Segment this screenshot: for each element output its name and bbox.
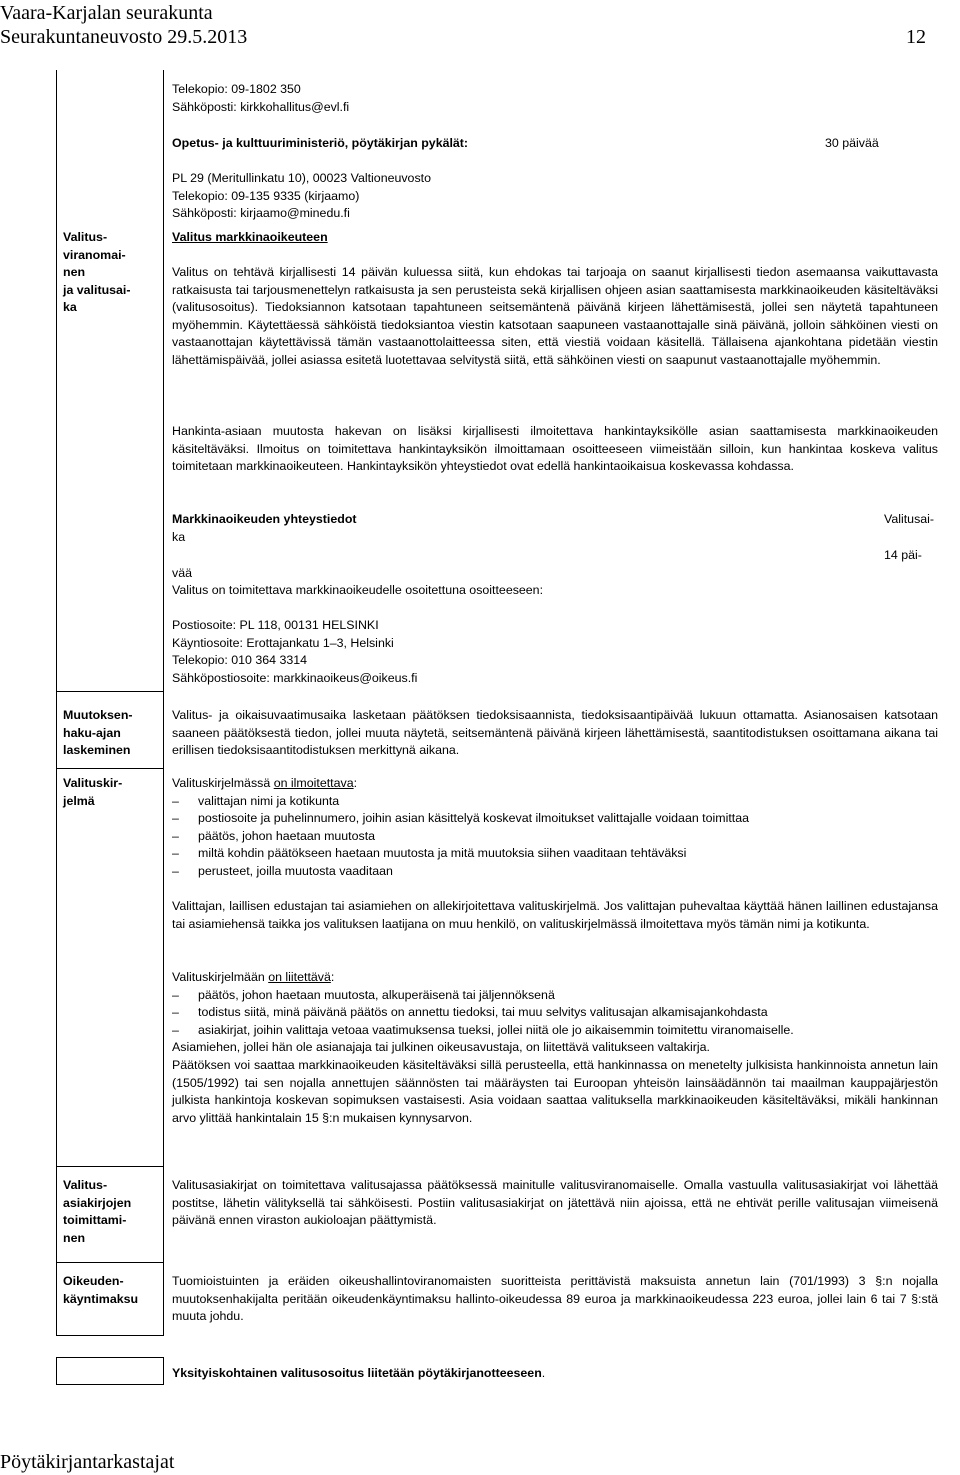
contact-fax: Telekopio: 09-1802 350 xyxy=(172,82,301,96)
page-number: 12 xyxy=(906,26,926,48)
footer-title: Pöytäkirjantarkastajat xyxy=(0,1451,175,1473)
footnote-box-bottom xyxy=(56,1384,164,1385)
ministry-address: PL 29 (Meritullinkatu 10), 00023 Valtioneuvosto xyxy=(172,171,431,185)
court-side-label: Valitusai- xyxy=(884,512,935,526)
row-divider xyxy=(56,1262,164,1263)
signing-paragraph: Valittajan, laillisen edustajan tai asiamiehen on allekirjoitettava valituskirjelmä. Jos valittajan puhevaltaa käyttää hänen laillinen edustajansa tai asiamiehensä taikka jos valituksen laatijana on muu henkilö, on valituskirjelmässä ilmoitettava myös tämän nimi ja kotikunta. xyxy=(172,899,938,931)
contact-email: Sähköposti: kirkkohallitus@evl.fi xyxy=(172,99,350,114)
court-fax: Telekopio: 010 364 3314 xyxy=(172,653,308,668)
delivery-text: Valitusasiakirjat on toimitettava valitusajassa päätöksessä mainitulle valitusviranomaiselle. Omalla vastuulla valitusasiakirjat voi lähettää postitse, lähetin välityksellä tai sähköisesti. Postiin valitusasiakirjat on jätettävä niin ajoissa, että ne ehtivät perille valitusajan viimeisenä päivänä ennen viraston aukioloajan päättymistä. xyxy=(172,1178,938,1228)
list-item: – postiosoite ja puhelinnumero, joihin asian käsittelyä koskevat ilmoitukset valittajalle voidaan toimittaa xyxy=(172,810,938,828)
kirkkohallitus-contact xyxy=(172,81,938,116)
attach-intro: Valituskirjelmään on liitettävä: xyxy=(172,970,335,984)
list-item: – asiakirjat, joihin valittaja vetoaa vaatimuksensa tueksi, jollei niitä ole jo aikaisemmin toimitettu viranomaiselle. xyxy=(172,1022,938,1040)
section-label-authority: Valitus- viranomai- nen ja valitusai- ka xyxy=(63,230,131,315)
court-fee-text: Tuomioistuinten ja eräiden oikeushallintoviranomaisten suoritteista perittävistä maksuista annetun lain (701/1993) 3 §:n nojalla muutoksenhakijalta peritään oikeudenkäyntimaksu hallinto-oikeudessa 89 euroa ja markkinaoikeudessa 223 euroa, jollei lain 6 tai 7 §:stä muuta johdu. xyxy=(172,1274,938,1324)
appeal-time-paragraph: Valitus on tehtävä kirjallisesti 14 päivän kuluessa siitä, kun ehdokas tai tarjoaja on saanut kirjallisesti tiedon asemaansa vaikuttavasta ratkaisusta tai tarjousmenettelyn ratkaisusta ja sen perusteista sekä kirjallisen ohjeen asian saattamisesta markkinaoikeuden käsiteltäväksi (valitusosoitus). Tiedoksiannon katsotaan tapahtuneen seitsemäntenä päivänä kirjeen lähettämisestä, jollei sen näytetä tapahtuneen myöhemmin. Käytettäessä sähköistä tiedoksiantoa viestin katsotaan saapuneen vastaanottajalle sinä päivänä, jolloin sähköinen viesti on vastaanottajan käytettävissä tämän vastaanottolaitteessa siten, että viestiä voidaan käsitellä. Tällaisena ajankohtana pidetään viestin lähettämispäivää, jollei asiassa esitetä luotettavaa selvitystä siitä, että sähköinen viesti on saapunut vastaanottajalle myöhemmin. xyxy=(172,265,938,367)
court-contact xyxy=(172,617,938,687)
court-email: Sähköpostiosoite: markkinaoikeus@oikeus.fi xyxy=(172,670,418,685)
must-state-intro: Valituskirjelmässä on ilmoitettava: xyxy=(172,776,358,790)
attachments-block xyxy=(172,969,938,1127)
table-left-border xyxy=(56,70,57,1336)
list-item: – todistus siitä, minä päivänä päätös on annettu tiedoksi, tai muu selvitys valitusajan alkamisajankohdasta xyxy=(172,1004,938,1022)
time-calc-text: Valitus- ja oikaisuvaatimusaika lasketaan päätöksen tiedoksisaannista, tiedoksisaantipäivää lukuun ottamatta. Asianosaisen katsotaan saaneen päätöksestä tiedon, jollei muuta näytetä, seitsemäntenä päivänä kirjeen lähettämisestä, saantitodistuksen osoittamana aikana tai erillisen tiedoksisaantitodistuksen merkittynä aikana. xyxy=(172,708,938,758)
proxy-paragraph: Asiamiehen, jollei hän ole asianajaja tai julkinen oikeusavustaja, on liitettävä valitukseen valtakirja. xyxy=(172,1040,710,1055)
court-visiting: Käyntiosoite: Erottajankatu 1–3, Helsinki xyxy=(172,635,394,650)
list-item: – valittajan nimi ja kotikunta xyxy=(172,793,938,811)
court-referral-paragraph: Päätöksen voi saattaa markkinaoikeuden käsiteltäväksi sillä perusteella, että hankinnassa on menetelty julkisista hankinnoista annetun lain (1505/1992) tai sen nojalla annettujen säännösten tai määräysten tai Euroopan yhteisön lainsäädännön tai maailman kauppajärjestön julkista hankintoja koskevan sopimuksen vastaisesti. Asia voidaan saattaa valituksella markkinaoikeuden käsiteltäväksi, mikäli hankinnan arvo ylittää hankintalain 15 §:n mukaisen kynnysarvon. xyxy=(172,1057,938,1125)
court-heading-cont: ka xyxy=(172,530,186,544)
row-divider xyxy=(56,768,164,769)
ministry-heading: Opetus- ja kulttuuriministeriö, pöytäkirjan pykälät: xyxy=(172,136,469,150)
court-contact-heading: Markkinaoikeuden yhteystiedot xyxy=(172,512,357,526)
section-label-time-calc: Muutoksen- haku-ajan laskeminen xyxy=(63,708,133,758)
list-item: – päätös, johon haetaan muutosta, alkuperäisenä tai jäljennöksenä xyxy=(172,987,938,1005)
column-divider xyxy=(163,70,164,1336)
table-bottom-border xyxy=(56,1335,164,1336)
section-label-delivery: Valitus- asiakirjojen toimittami- nen xyxy=(63,1178,132,1245)
ministry-contact xyxy=(172,170,938,223)
footnote: Yksityiskohtainen valitusosoitus liitetään pöytäkirjanotteeseen. xyxy=(172,1366,546,1380)
court-instruction: Valitus on toimitettava markkinaoikeudelle osoitettuna osoitteeseen: xyxy=(172,583,544,597)
notice-paragraph: Hankinta-asiaan muutosta hakevan on lisäksi kirjallisesti ilmoitettava hankintayksikölle asian saattamisesta markkinaoikeuden käsiteltäväksi. Ilmoitus on toimitettava hankintayksikön ilmoittamaan osoitteeseen viimeistään silloin, kun hankintaa koskeva valitus toimitetaan markkinaoikeuteen. Hankintayksikön yhteystiedot ovat edellä hankintaoikaisua koskevassa kohdassa. xyxy=(172,424,938,474)
row-divider xyxy=(56,1166,164,1167)
footnote-box-top xyxy=(56,1357,164,1358)
list-item: – perusteet, joilla muutosta vaaditaan xyxy=(172,863,938,881)
must-state-block xyxy=(172,775,938,881)
court-side-days: 14 päi- xyxy=(884,548,922,562)
row-divider xyxy=(56,691,164,692)
section-label-court-fee: Oikeuden- käyntimaksu xyxy=(63,1274,139,1306)
list-item: – päätös, johon haetaan muutosta xyxy=(172,828,938,846)
meeting-title: Seurakuntaneuvosto 29.5.2013 xyxy=(0,26,248,48)
court-postal: Postiosoite: PL 118, 00131 HELSINKI xyxy=(172,618,379,632)
ministry-fax: Telekopio: 09-135 9335 (kirjaamo) xyxy=(172,188,360,203)
court-paiva-cont: vää xyxy=(172,566,192,580)
footnote-box-left xyxy=(56,1357,57,1385)
ministry-email: Sähköposti: kirjaamo@minedu.fi xyxy=(172,206,350,221)
market-court-heading: Valitus markkinaoikeuteen xyxy=(172,230,328,244)
organization-name: Vaara-Karjalan seurakunta xyxy=(0,2,213,24)
section-label-appeal-letter: Valituskir- jelmä xyxy=(63,776,123,808)
list-item: – miltä kohdin päätökseen haetaan muutosta ja mitä muutoksia siihen vaaditaan tehtäväksi xyxy=(172,845,938,863)
ministry-deadline: 30 päivää xyxy=(825,136,879,150)
footnote-box-divider xyxy=(163,1357,164,1385)
